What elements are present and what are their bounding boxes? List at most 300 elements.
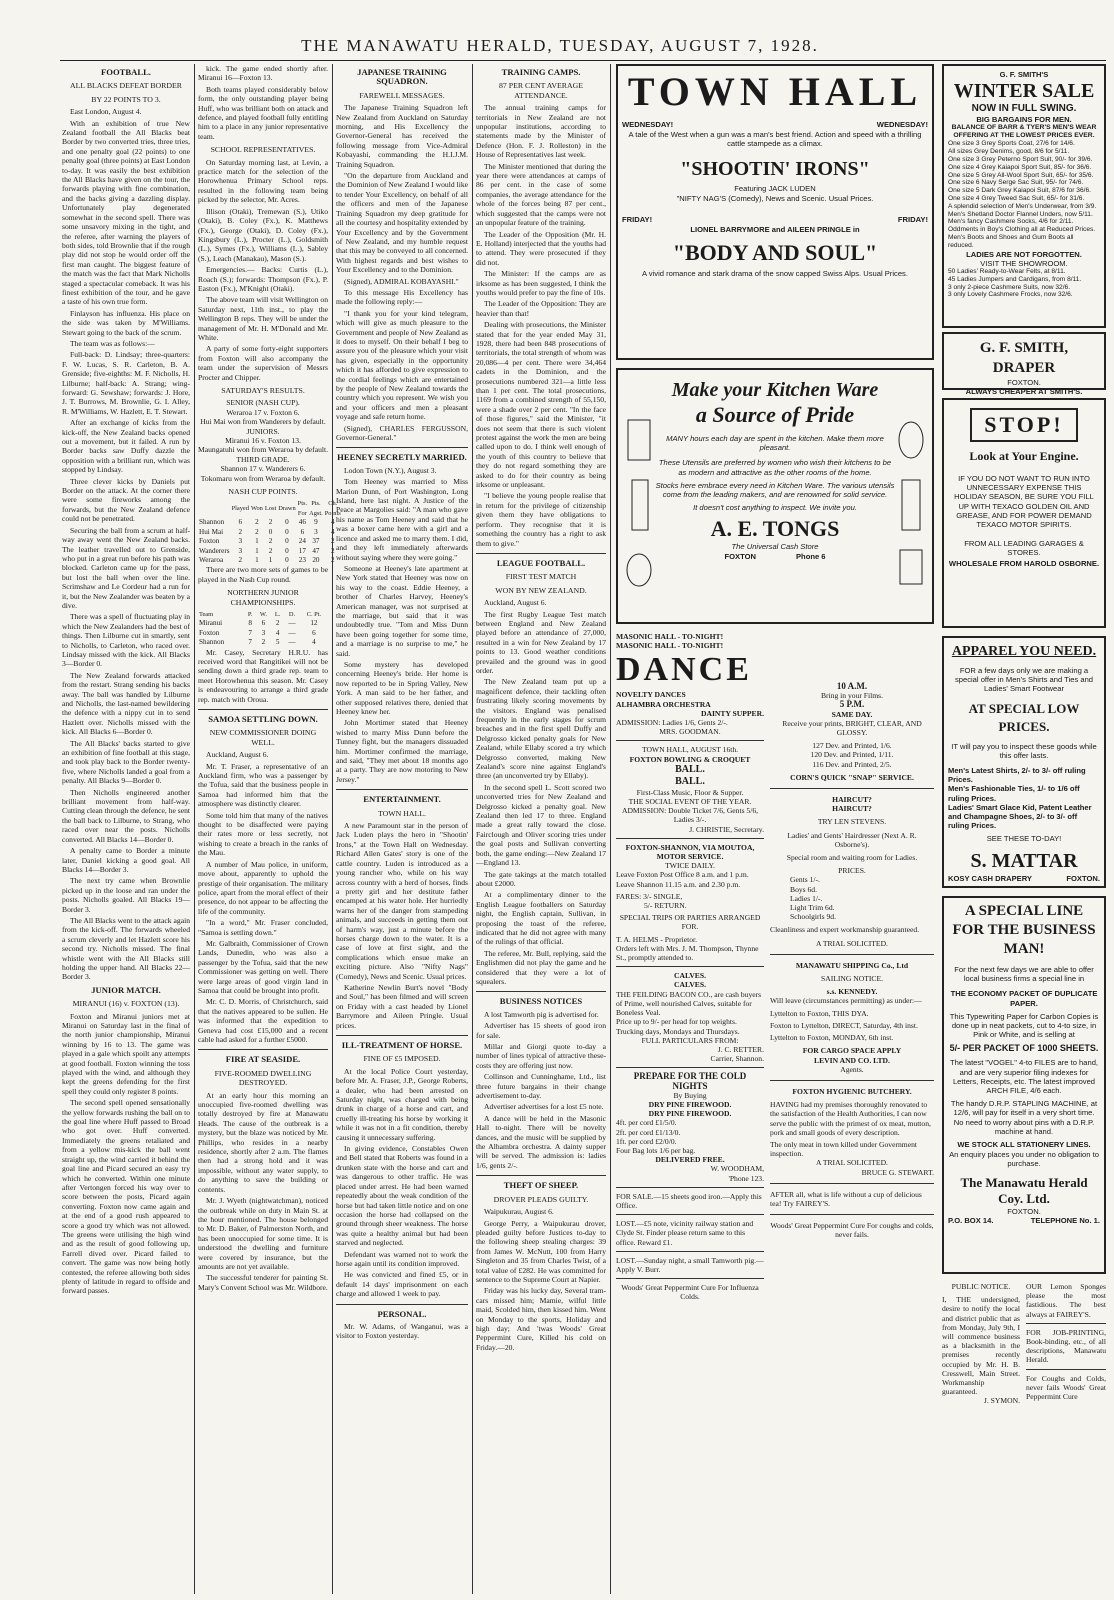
school-para: A party of some forty-eight supporters from Foxton will also accompany the team under the supervision of Messrs Procter and Chipper. — [198, 344, 328, 382]
winter-ladies-items — [948, 268, 1100, 299]
firewood-delivered: DELIVERED FREE. — [655, 1155, 725, 1165]
snap-p3: 116 Dev. and Printed, 2/5. — [812, 759, 892, 769]
woods-notice-1: Woods' Great Peppermint Cure For Influenza Colds. — [621, 1283, 759, 1302]
smith-town: FOXTON. — [1007, 378, 1041, 387]
nash-cell: 2 — [268, 518, 273, 527]
haircut-price-para: Schoolgirls 9d. — [790, 912, 836, 922]
kitchen-firm-sub: The Universal Cash Store — [731, 542, 819, 552]
winter-item-para: One size 5 Grey All-Wool Sport Suit, 65/- for 35/6. — [948, 171, 1094, 179]
smith-draper-ad — [942, 332, 1106, 397]
fire-para: Mr. J. Wyeth (nightwatchman), noticed the outbreak while on duty in Main St. at the hour mentioned. The house belonged to Mr. D. Baker, of Palmerston North, and has been unoccupied for some time. It is understood the dwelling and furniture were covered by insurance, but the amounts are not yet available. — [198, 1196, 328, 1271]
football-para: Then Nicholls engineered another brilliant movement from half-way. Cutting clean through the defence, he sent the ball back to Lilburne, to Strang, who raced over near the posts. Nicholls converted. All Blacks 14—Border 0. — [62, 787, 190, 844]
entertainment-body — [336, 821, 468, 1030]
nash-cell: 2 — [330, 546, 335, 555]
samoa-sub: NEW COMMISSIONER DOING WELL. — [209, 728, 317, 747]
kitchen-body-2: These Utensils are preferred by women who wish their kitchens to be as modern and attractive as the other rooms of the home. — [658, 458, 892, 477]
dance-l3: DAINTY SUPPER. — [700, 708, 764, 718]
winter-ladies: LADIES ARE NOT FORGOTTEN. — [966, 249, 1082, 259]
special-stock: WE STOCK ALL STATIONERY LINES. — [957, 1140, 1091, 1150]
theft-body — [476, 1207, 606, 1352]
japanese-para: "I thank you for your kind telegram, which will give as much pleasure to the Government and people of New Zealand as it does to myself. On their behalf I beg to assure you of the pleasure which your visit has given, especially in the opportunity which it has afforded to give expression to the cordial feelings which are entertained by the people of New Zealand towards the country which you represent. We wish you and your officers and men a pleasant voyage and safe return home. — [336, 308, 468, 422]
special-enquiry: An enquiry places you under no obligation to purchase. — [949, 1150, 1099, 1169]
horse-sub: FINE OF £5 IMPOSED. — [363, 1054, 441, 1064]
nash-row — [198, 518, 342, 527]
league-para: The referee, Mr. Bull, replying, said the Englishmen did not play the game and he considered that they were a lot of squealers. — [476, 948, 606, 986]
friday-stars: LIONEL BARRYMORE and AILEEN PRINGLE in — [690, 225, 860, 235]
special-price: 5/- PER PACKET OF 1000 SHEETS. — [949, 1043, 1099, 1054]
junior-heading: JUNIOR MATCH. — [91, 984, 161, 995]
heeney-heading: HEENEY SECRETLY MARRIED. — [337, 452, 467, 463]
special-title: A SPECIAL LINE FOR THE BUSINESS MAN! — [952, 903, 1096, 957]
nash-cell: 46 — [298, 518, 306, 527]
shipping-title: MANAWATU SHIPPING Co., Ltd — [795, 960, 909, 970]
heeney-para: John Mortimer stated that Heeney wished to marry Miss Dunn before the Tunney fight, but the managers dissuaded him. Mortimer confirmed the marriage, and said, "They met about 18 months ago at a party. They are now motoring to New Jersey." — [336, 718, 468, 784]
public-title: PUBLIC NOTICE. — [951, 1282, 1011, 1291]
calves-agent: J. C. RETTER. — [717, 1044, 764, 1054]
samoa-para: Some told him that many of the natives thought to be disaffected were paying their rates more or less secretly, not wishing to create a breach in the ranks of the Mau. — [198, 810, 328, 858]
nash-cell: Hui Mai — [199, 527, 224, 536]
northern-cell: 6 — [261, 619, 266, 628]
nash-header: Ch. Points — [324, 500, 341, 517]
japanese-para: (Signed), CHARLES FERGUSSON, Governor-General." — [336, 423, 468, 443]
winter-item-para: One size 3 Grey Peterno Sport Suit, 90/- for 39/6. — [948, 156, 1093, 163]
shipping-r3: Lyttelton to Foxton, MONDAY, 6th inst. — [770, 1033, 894, 1043]
notices-heading: BUSINESS NOTICES — [499, 996, 583, 1007]
theft-para: Waipukurau, August 6. — [484, 1207, 554, 1217]
camps-body — [476, 103, 606, 548]
for-sale-notice: FOR SALE.—15 sheets good iron.—Apply this Office. — [616, 1191, 762, 1210]
winter-item-para: Oddments in Boy's Clothing all at Reduced Prices. — [948, 226, 1096, 234]
herald-tel: TELEPHONE No. 1. — [1030, 1215, 1100, 1225]
apparel-see: SEE THESE TO-DAY! — [986, 834, 1062, 844]
japanese-heading: JAPANESE TRAINING SQUADRON. — [357, 67, 447, 87]
kitchen-firm: A. E. TONGS — [710, 516, 840, 542]
notice-para: A dance will be held in the Masonic Hall to-night. There will be novelty dances, and the music will be supplied by the Alhambra orchestra. A dainty supper will be served. The admission is: ladies 1/6, gents 2/-. — [476, 1113, 606, 1170]
northern-cell: 5 — [275, 638, 280, 647]
haircut-price-para: Gents 1/-. — [790, 875, 820, 885]
result-para: Shannon 17 v. Wanderers 6. — [220, 464, 306, 474]
result-para: Weraroa 17 v. Foxton 6. — [226, 407, 300, 417]
nash-header — [198, 499, 231, 518]
firewood-phone: 'Phone 123. — [728, 1173, 764, 1183]
town-hall-ad — [616, 64, 934, 360]
northern-header: D. — [288, 610, 296, 618]
nash-cell: 0 — [268, 527, 273, 536]
smith-firm: G. F. SMITH, DRAPER — [979, 340, 1069, 376]
nash-header: Lost — [264, 505, 277, 513]
nash-cell: 3 — [238, 537, 243, 546]
firewood-sig: W. WOODHAM, — [710, 1164, 764, 1174]
dance-sig: MRS. GOODMAN. — [659, 727, 721, 737]
league-sub: FIRST TEST MATCH — [505, 572, 577, 582]
column-camps — [476, 64, 606, 1594]
northern-cell: Miranui — [199, 619, 223, 628]
bowling-ball-1: BALL. — [675, 763, 705, 775]
school-heading: SCHOOL REPRESENTATIVES. — [210, 145, 316, 155]
northern-cell: 12 — [310, 619, 318, 628]
nash-cell: 0 — [285, 537, 289, 546]
stop-wholesale: WHOLESALE FROM HAROLD OSBORNE. — [948, 558, 1100, 568]
herald-firm: The Manawatu Herald Coy. Ltd. — [960, 1174, 1088, 1206]
nash-cell: Foxton — [199, 537, 220, 546]
horse-para: Defendant was warned not to work the horse again until its condition improved. — [336, 1249, 468, 1268]
haircut-try: TRY LEN STEVENS. — [817, 817, 887, 827]
shipping-agent: LEVIN AND CO. LTD. — [814, 1055, 890, 1065]
northern-cell: Foxton — [199, 628, 220, 637]
masthead: THE MANAWATU HERALD, TUESDAY, AUGUST 7, 1928. — [301, 36, 819, 55]
kettle-icon — [896, 400, 926, 600]
winter-title: WINTER SALE — [953, 80, 1095, 103]
horse-para: At the local Police Court yesterday, before Mr. A. Fraser, J.P., George Roberts, a dealer, who had been arrested on Saturday night, was charged with being drunk in charge of a horse and cart, and cruelly ill-treating his horse by working it while it was not in a fit condition, thereby causing it unnecessary suffering. — [336, 1066, 468, 1142]
league-sub-2: WON BY NEW ZEALAND. — [495, 585, 587, 595]
nash-cell: 2 — [238, 555, 243, 564]
calves-body-2: Price up to 9/- per head for top weights. Trucking days, Mondays and Thursdays. — [616, 1017, 740, 1036]
japanese-sub: FAREWELL MESSAGES. — [359, 90, 445, 100]
haircut-price-para: Boys 6d. — [790, 884, 818, 894]
column-news — [336, 64, 468, 1594]
winter-item-para: One size 5 Dark Grey Kaiapoi Suit, 87/6 for 36/6. — [948, 187, 1091, 195]
winter-item-para: One size 6 Navy Serge Sac Suit, 95/- for 74/6. — [948, 179, 1084, 187]
result-para: THIRD GRADE. — [236, 454, 290, 464]
butchery-body: HAVING had my premises thoroughly renovated to the satisfaction of the Health Authorities, I can now serve the public with the primest of ox meat, mutton, pork and small goods of every description. — [770, 1100, 931, 1137]
japanese-para: (Signed), ADMIRAL KOBAYASHI." — [344, 276, 459, 286]
kitchen-body-1: MANY hours each day are spent in the kitchen. Make them more pleasant. — [666, 434, 884, 453]
samoa-para: Mr. Galbraith, Commissioner of Crown Lands, Dunedin, who was also a passenger by the Tofua, said that the new Commissioner was getting on well. There were large areas of good virgin land in Samoa that could be brought into profit. — [198, 938, 328, 995]
bowling-event: THE SOCIAL EVENT OF THE YEAR. — [628, 797, 752, 807]
bowling-sig: J. CHRISTIE, Secretary. — [689, 824, 764, 834]
bowling-ball-2: BALL. — [675, 775, 705, 787]
japanese-para: The Japanese Training Squadron left New Zealand from Auckland on Saturday morning, and His Excellency the Governor-General has received the following message from Vice-Admiral Kobayashi, commanding the H.I.J.M. Training Squadron. — [336, 103, 468, 169]
ads-column-left — [616, 632, 764, 1587]
haircut-price-para: Light Trim 6d. — [790, 903, 835, 913]
firewood-p3: 1ft. per cord £2/0/0. — [616, 1136, 677, 1146]
northern-cell: 4 — [275, 628, 280, 637]
football-heading: FOOTBALL. — [101, 67, 151, 77]
nash-cell: 20 — [312, 555, 320, 564]
camps-para: The Leader of the Opposition: They are heavier than that! — [476, 299, 606, 318]
apparel-item-para: Ladies' Smart Glace Kid, Patent Leather and Champagne Shoes, 2/- to 3/- off ruling Prices. — [948, 802, 1092, 831]
result-para: JUNIORS. — [246, 426, 280, 436]
nash-cell: 2 — [255, 518, 259, 527]
calves-carrier: Carrier, Shannon. — [710, 1054, 764, 1064]
woods-notice-2: Woods' Great Peppermint Cure For coughs and colds, never fails. — [770, 1221, 934, 1240]
nash-cell: 0 — [285, 555, 289, 564]
northern-header: L. — [274, 610, 281, 618]
northern-cell: — — [288, 628, 296, 637]
calves-title-2: CALVES. — [673, 980, 706, 990]
entertainment-sub: TOWN HALL. — [378, 808, 426, 818]
winter-visit: VISIT THE SHOWROOM. — [980, 258, 1068, 268]
motor-daily: TWICE DAILY. — [665, 861, 715, 871]
nash-cell: 37 — [312, 537, 320, 546]
notice-para: Millar and Giorgi quote to-day a number of lines typical of attractive these-costs they are offering just now. — [476, 1042, 606, 1070]
nash-cell: 1 — [255, 546, 259, 555]
butchery-sig: BRUCE G. STEWART. — [861, 1167, 934, 1177]
wednesday-desc: A tale of the West when a gun was a man's best friend. Action and speed with a thrilling cattle stampede as a climax. — [628, 130, 922, 149]
kitchen-town: FOXTON — [724, 551, 756, 561]
northern-cell: 3 — [261, 628, 266, 637]
featuring: Featuring JACK LUDEN — [734, 183, 816, 193]
dance-admission: ADMISSION: Ladies 1/6, Gents 2/-. — [616, 718, 728, 728]
nash-cell: Shannon — [199, 518, 225, 527]
nash-cell: 2 — [255, 527, 259, 536]
nash-header: Pts. For — [297, 500, 308, 517]
samoa-body — [198, 750, 328, 1044]
theft-heading: THEFT OF SHEEP. — [503, 1180, 579, 1191]
nash-cell: 2 — [330, 537, 335, 546]
friday-desc: A vivid romance and stark drama of the snow capped Swiss Alps. Usual Prices. — [642, 269, 908, 279]
calves-title-1: CALVES. — [673, 971, 706, 981]
northern-cell: Shannon — [199, 638, 225, 647]
dance-line-2: MASONIC HALL - TO-NIGHT! — [616, 641, 724, 651]
public-notice — [942, 1282, 1020, 1452]
results-list — [198, 398, 328, 483]
camps-para: The Minister mentioned that during the year there were attendances at camps of 86 per cent. in the case of some companies, the average attendance for the whole of the forces being 87 per cent., which suggested that the camps were not an unpopular feature of the training. — [476, 161, 606, 228]
result-para: Hui Mai won from Wanderers by default. — [200, 417, 326, 427]
motor-title: FOXTON-SHANNON, VIA MOUTOA, MOTOR SERVICE. — [625, 842, 755, 862]
shipping-notice: SAILING NOTICE. — [820, 974, 883, 984]
kitchen-ware-ad — [616, 368, 934, 624]
column-football — [62, 64, 190, 1594]
school-body — [198, 158, 328, 382]
notice-para: A lost Tamworth pig is advertised for. — [484, 1009, 599, 1019]
dance-l2: ALHAMBRA ORCHESTRA — [616, 699, 711, 709]
ads-column-right — [770, 632, 934, 1587]
nash-cell: 3 — [238, 546, 243, 555]
football-para: With an exhibition of true New Zealand football the All Blacks beat Border by two converted tries, three tries, and one penalty goal (22 points) to one penalty goal (three points) at East London to-day. It was easily the best exhibition the All Blacks have given on the tour, the forwards playing with fine combination, and the backs giving a dazzling display. Unfortunately play degenerated somewhat in the second spell. There was some unsavory mixing in the tight, and the referee, after warning the players of both sides, told Brownlie that if the rough play did not stop he would order off the first man caught. The biggest feature of the match was the fact that Mark Nicholls staged a spectacular comeback. It was his finest exhibition of the tour, and he gave a taste of his own true form. — [62, 118, 190, 307]
bowling-club: FOXTON BOWLING & CROQUET — [629, 754, 751, 764]
shipping-r2: Foxton to Lyttelton, DIRECT, Saturday, 4th inst. — [770, 1020, 918, 1030]
nash-row — [198, 537, 342, 546]
masthead-rule — [60, 60, 1106, 61]
northern-row — [198, 629, 328, 638]
butchery-trial: A TRIAL SOLICITED. — [816, 1158, 888, 1168]
winter-item-para: All sizes Grey Denims, good, 8/6 for 5/11. — [948, 148, 1070, 156]
nash-cell: 4 — [330, 527, 335, 536]
fire-body — [198, 1091, 328, 1293]
school-para: Emergencies.— Backs: Curtis (L.), Roach (S.); forwards: Thompson (Fx.), P. Easton (Fx.), M'Knight (Otaki). — [198, 265, 328, 293]
motor-t2: Leave Shannon 11.15 a.m. and 2.30 p.m. — [616, 879, 741, 889]
motor-t1: Leave Foxton Post Office 8 a.m. and 1 p.m. — [616, 870, 749, 880]
northern-row — [198, 619, 328, 628]
winter-item-para: Men's fancy Cashmere Socks, 4/6 for 2/11. — [948, 218, 1074, 226]
winter-ladies-item-para: 3 only Lovely Cashmere Frocks, now 32/6. — [948, 291, 1073, 299]
northern-cell: 7 — [248, 628, 252, 637]
camps-sub: 87 PER CENT AVERAGE ATTENDANCE. — [499, 81, 583, 100]
northern-header: W. — [259, 610, 267, 618]
result-para: Tokomaru won from Weraroa by default. — [200, 473, 326, 483]
winter-item-para: One size 4 Grey Tweed Sac Suit, 65/- for 31/6. — [948, 194, 1085, 202]
snap-p2: 120 Dev. and Printed, 1/11. — [810, 750, 894, 760]
herald-stationery-ad — [942, 896, 1106, 1274]
special-packet: THE ECONOMY PACKET OF DUPLICATE PAPER. — [950, 989, 1098, 1008]
nash-cell: 9 — [314, 518, 318, 527]
haircut-prices: PRICES. — [838, 866, 866, 876]
apparel-ad — [942, 636, 1106, 888]
winter-item-para: A splendid selection of Men's Underwear, from 3/9. — [948, 202, 1097, 210]
fairey-lemon: OUR Lemon Sponges please the most fastidious. The best always at FAIREY'S. — [1026, 1282, 1106, 1319]
stop-body: IF YOU DO NOT WANT TO RUN INTO UNNECESSARY EXPENSE THIS HOLIDAY SEASON, BE SURE YOU FILL UP WITH TEXACO GOLDEN OIL AND GREASE, AND FOR POWER DEMAND TEXACO MOTOR SPIRITS. — [954, 474, 1094, 530]
junior-sub: MIRANUI (16) v. FOXTON (13). — [72, 999, 180, 1009]
football-para: After an exchange of kicks from the kick-off, the New Zealand backs opened out a movement, but it failed. A run by Border backs saw Duffy dazzle the opposition with a brilliant run, which was stopped by Lindsay. — [62, 418, 190, 475]
nash-cell: 1 — [255, 555, 259, 564]
heeney-body — [336, 466, 468, 784]
winter-item-para: Men's Boots and Shoes and Gum Boots all reduced. — [948, 233, 1074, 249]
haircut-room: Special room and waiting room for Ladies. — [786, 853, 918, 863]
haircut-1: HAIRCUT? — [832, 795, 872, 805]
nash-cell: Wanderers — [199, 546, 230, 555]
apparel-body-2: IT will pay you to inspect these goods while this offer lasts. — [951, 741, 1097, 760]
camps-heading: TRAINING CAMPS. — [501, 67, 581, 77]
column-sports — [198, 64, 341, 1594]
bowling-desc: First-Class Music, Floor & Supper. — [636, 787, 744, 797]
nash-cell: Weraroa — [199, 555, 224, 564]
nash-cell: 17 — [298, 546, 306, 555]
mattar-town: FOXTON. — [1066, 873, 1100, 883]
winter-balance: BALANCE OF BARR & TYER'S MEN'S WEAR OFFERING AT THE LOWEST PRICES EVER. — [951, 124, 1097, 140]
mattar-sub: KOSY CASH DRAPERY — [948, 873, 1032, 883]
nash-cell: 1 — [255, 537, 259, 546]
personal-body: Mr. W. Adams, of Wanganui, was a visitor to Foxton yesterday. — [336, 1321, 468, 1341]
football-para: Full-back: D. Lindsay; three-quarters: F. W. Lucas, S. R. Carleton, B. A. Grenside; five-eighths: M. F. Nicholls, H. Lilburne; half-back: A. Strang; wing-forward: G. Sewshaw; forwards: J. Hore, J. T. Burrows, M. Brownlie, G. I. Alley, R. M'Williams, W. Hazlett, E. T. Stewart. — [62, 350, 190, 416]
haircut-price-list — [770, 875, 934, 921]
smith-tag: ALWAYS CHEAPER AT SMITH'S. — [965, 387, 1083, 397]
firewood-p2: 2ft. per cord £1/13/0. — [616, 1127, 681, 1137]
firewood-p4: Four Bag lots 1/6 per bag. — [616, 1145, 696, 1155]
apparel-item-para: Men's Fashionable Ties, 1/- to 1/6 off ruling Prices. — [948, 784, 1080, 803]
bowling-admission: ADMISSION: Double Ticket 7/6, Gents 5/6, Ladies 3/-. — [621, 806, 759, 825]
shipping-cargo: FOR CARGO SPACE APPLY — [802, 1046, 902, 1056]
football-para: There was a spell of fluctuating play in which the New Zealanders had the best of things. Then Lilburne cut in smartly, sent to Nicholls, to Carleton, who raced over. Lindsay missed with the kick. All Blacks 3—Border 0. — [62, 612, 190, 669]
nash-cell: 6 — [238, 518, 243, 527]
fire-sub: FIVE-ROOMED DWELLING DESTROYED. — [214, 1068, 312, 1088]
samoa-para: A number of Mau police, in uniform, move about, apparently to uphold the prestige of their organisation. The military police, apart from the moral effect of their presence, do not appear to be affecting the life of the community. — [198, 859, 328, 916]
stop-look: Look at Your Engine. — [969, 449, 1079, 463]
wednesday-left: WEDNESDAY! — [622, 120, 674, 129]
public-sig: J. SYMON. — [983, 1396, 1020, 1406]
nash-cell: 0 — [285, 527, 289, 536]
heeney-para: Someone at Heeney's late apartment at New York stated that Heeney was now on his way to the coast. Eddie Heeney, a brother of Charles Harvey, Heeney's American manager, was not surprised at the marriage, but said that it was undoubtedly true. "Tom and Miss Dunn have been going together for some time, and a marriage is no surprise to me," he said. — [336, 563, 468, 658]
dance-l1: NOVELTY DANCES — [616, 690, 686, 700]
league-para: At a complimentary dinner to the English League footballers on Saturday night, the English captain, Sullivan, in proposing the toast of the referee, indicated that he did not agree with many of the rulings of that official. — [476, 890, 606, 947]
entertainment-para: Katherine Newlin Burt's novel "Body and Soul," has been filmed and will screen on Friday with a cast headed by Lionel Barrymore and Aileen Pringle. Usual prices. — [336, 982, 468, 1030]
winter-item-para: Men's Shetland Doctor Flannel Unders, now 5/11. — [948, 210, 1093, 218]
stop-title: STOP! — [984, 412, 1064, 437]
shipping-r1: Lyttelton to Foxton, THIS DYA. — [770, 1008, 869, 1018]
notice-para: Advertiser advertises for a lost £5 note. — [484, 1102, 604, 1112]
column-divider — [194, 64, 195, 1594]
texaco-stop-ad — [942, 398, 1106, 628]
theft-sub: DROVER PLEADS GUILTY. — [493, 1194, 589, 1204]
heeney-para: Some mystery has developed concerning Heeney's bride. Her home is now reported to be in Spring Valley, New York. A man said to be her father, and other supposed relatives there, denied that Heeney knew her. — [336, 659, 468, 716]
job-printing: FOR JOB-PRINTING, Book-binding, etc., of all descriptions, Manawatu Herald. — [1026, 1327, 1106, 1365]
school-para: The above team will visit Wellington on Saturday next, 11th inst., to play the Wellington B reps. They will be under the management of Mr. H. M'Donald and Mr. White. — [198, 295, 328, 342]
nash-cell: 2 — [330, 555, 335, 564]
column-divider — [472, 64, 473, 1594]
haircut-clean: Cleanliness and expert workmanship guaranteed. — [770, 925, 920, 935]
result-para: SENIOR (NASH CUP). — [226, 398, 300, 408]
football-para: A penalty came to Border a minute later, Daniel kicking a good goal. All Blacks 14—Border 3. — [62, 846, 190, 874]
stop-from: FROM ALL LEADING GARAGES & STORES. — [964, 539, 1084, 558]
calves-full: FULL PARTICULARS FROM: — [641, 1035, 739, 1045]
fire-heading: FIRE AT SEASIDE. — [225, 1054, 301, 1065]
result-para: Miranui 16 v. Foxton 13. — [225, 436, 301, 446]
fairey-tea-notice: AFTER all, what is life without a cup of delicious tea! Try FAIREY'S. — [770, 1189, 922, 1208]
northern-header: P. — [247, 610, 253, 618]
winter-item-para: One size 4 Grey Kaiapoi Sport Suit, 85/- for 36/6. — [948, 163, 1092, 171]
kitchen-body-3: Stocks here embrace every need in Kitchen Ware. The various utensils come from the leading makers, and are renowned for solid service. — [655, 480, 895, 500]
nash-row — [198, 556, 342, 565]
small-ads-right — [1026, 1282, 1106, 1452]
camps-para: "I believe the young people realise that in return for the privilege of citizenship given them they have obligations to perform. They recognise that it is something the country has a right to ask them to give." — [476, 491, 606, 548]
dance-line-1: MASONIC HALL - TO-NIGHT! — [616, 632, 724, 641]
friday-right: FRIDAY! — [897, 215, 928, 225]
nash-header: Drawn — [278, 505, 296, 513]
horse-para: In giving evidence, Constables Owen and Bell stated that Roberts was found in a drunken state with the horse and cart and was dangerous to other traffic. He was placed under arrest. He had been warned repeatedly about the weak condition of the horse but had taken little notice and on one occasion the horse had collapsed on the ground through sheer weakness. The horse was quite a healthy animal but had been starved and neglected. — [336, 1144, 468, 1248]
nash-cell: 6 — [300, 527, 305, 536]
nash-cell: 2 — [268, 546, 273, 555]
nash-cell: 2 — [268, 537, 273, 546]
saucepan-icon — [624, 400, 654, 600]
snap-t2b: SAME DAY. — [831, 709, 873, 719]
football-para: The All Blacks' backs started to give an exhibition of fine football at this stage, and took play back to the Border twenty-five, where Nicholls landed a goal from a penalty. All Blacks 9—Border 0. — [62, 738, 190, 786]
northern-para: Mr. Casey, Secretary H.R.U. has received word that Rangitikei will not be sending down a third grade rep. team to meet Horowhenua this season. Mr. Casey is endeavouring to arrange a third grade rep. match with Oroua. — [198, 647, 328, 704]
woods-notice-3: For Coughs and Colds, never fails Woods' Great Peppermint Cure — [1026, 1373, 1106, 1402]
snap-corn: CORN'S QUICK "SNAP" SERVICE. — [790, 772, 914, 782]
film-shootin-irons: "SHOOTIN' IRONS" — [680, 157, 870, 180]
notice-para: Advertiser has 15 sheets of good iron for sale. — [476, 1021, 606, 1040]
football-body — [62, 107, 190, 982]
winter-item-para: One size 3 Grey Sports Coat, 27/6 for 14/6. — [948, 140, 1075, 148]
special-dp: The handy D.R.P. STAPLING MACHINE, at 12/6, will pay for itself in a very short time. No need to worry about pins with a D.R.P. machine at hand. — [950, 1099, 1098, 1136]
northern-cell: 6 — [312, 628, 316, 637]
haircut-price-para: Ladies 1/-. — [790, 893, 823, 903]
apparel-title: APPAREL YOU NEED. — [951, 644, 1097, 659]
firewood-p1: 4ft. per cord £1/5/0. — [616, 1118, 677, 1128]
league-heading: LEAGUE FOOTBALL. — [496, 557, 586, 568]
league-para: In the second spell L. Scott scored two unconverted tries for New Zealand and Delgrosso kicked a penalty goal. New Zealand then led 17 to three. England made a great rally toward the close. Fairclough and Oliver scoring tries under the goal posts and Sullivan converting both, the game ending:—New Zealand 17—England 13. — [476, 782, 606, 868]
samoa-para: Mr. C. D. Morris, of Christchurch, said that the natives appeared to be sullen. He was informed that the expedition to Geneva had cost £15,000 and a recent cable had asked for a further £5000. — [198, 997, 328, 1044]
football-para: The team was as follows:— — [70, 338, 155, 348]
kitchen-body-4: It doesn't cost anything to inspect. We invite you. — [693, 503, 857, 513]
nash-cup-table — [198, 499, 342, 565]
special-body-2: This Typewriting Paper for Carbon Copies is done up in neat packets, cut to 4-to size, in Pink or White, and is selling at — [949, 1011, 1099, 1040]
horse-body — [336, 1067, 468, 1299]
winter-big: BIG BARGAINS FOR MEN. — [976, 115, 1072, 125]
herald-town: FOXTON. — [1007, 1206, 1041, 1216]
nash-cell: 47 — [312, 546, 320, 555]
nash-cell: 0 — [285, 546, 289, 555]
northern-header: C. Pt. — [306, 610, 322, 618]
samoa-para: Auckland, August 6. — [206, 750, 269, 760]
winter-items — [948, 140, 1100, 249]
nash-cell: 4 — [330, 518, 335, 527]
snap-p1: 127 Dev. and Printed, 1/6. — [812, 741, 892, 751]
camps-para: The Minister: If the camps are as irksome as has been suggested, I think the youths would prefer to pay the fine of 10s. — [476, 269, 606, 297]
nash-header: Won — [250, 505, 263, 513]
football-para: Three clever kicks by Daniels put Border on the attack. At the corner there were some fireworks among the forwards, but the New Zealand defence could not be penetrated. — [62, 476, 190, 524]
northern-heading: NORTHERN JUNIOR CHAMPIONSHIPS. — [227, 588, 299, 607]
northern-cell: 2 — [261, 638, 266, 647]
football-para: Securing the ball from a scrum at half-way away went the New Zealand backs. The leather travelled out to Grenside, who put in a great run before his path was blocked. Carleton came up for the pass, but lost the ball when over the line. Scrimshaw and Le Cordeur had a run for it, but the New Zealander was beaten by a dive. — [62, 525, 190, 610]
league-body — [476, 598, 606, 986]
nash-cell: 24 — [298, 537, 306, 546]
nash-cell: 1 — [268, 555, 273, 564]
nash-heading: NASH CUP POINTS. — [228, 487, 298, 497]
football-sub: ALL BLACKS DEFEAT BORDER — [70, 81, 182, 91]
shipping-body: Will leave (circumstances permitting) as under:— — [770, 996, 922, 1006]
film-body-and-soul: "BODY AND SOUL" — [672, 240, 878, 266]
